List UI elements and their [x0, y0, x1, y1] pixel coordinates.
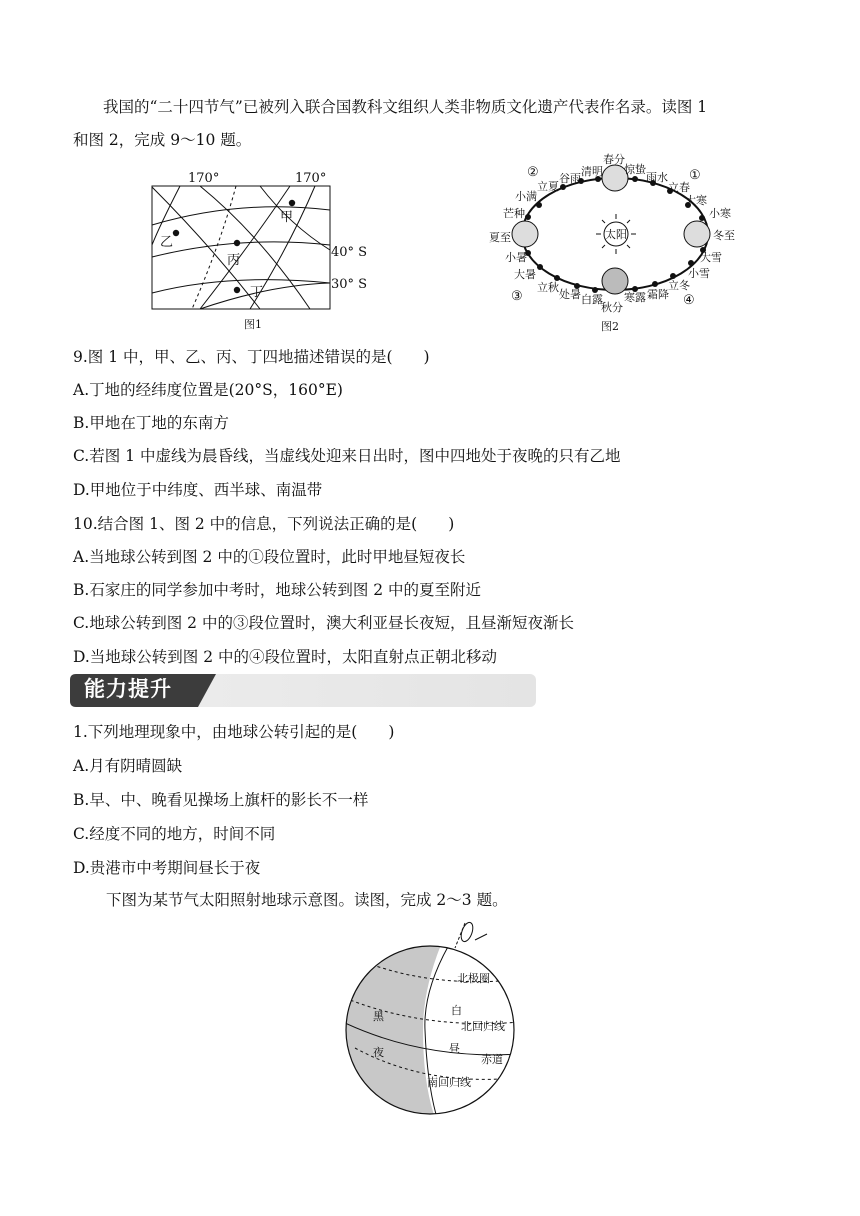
intro-2: 下图为某节气太阳照射地球示意图。读图，完成 2～3 题。	[106, 891, 508, 909]
q1-option-a[interactable]: A.月有阴晴圆缺	[73, 757, 183, 775]
q9-stem: 9.图 1 中，甲、乙、丙、丁四地描述错误的是( )	[73, 348, 430, 366]
quadrant-1: ①	[689, 168, 701, 183]
intro-line-2: 和图 2，完成 9～10 题。	[73, 131, 252, 149]
term-xiaohan: 小寒	[709, 207, 731, 220]
term-xiaoman: 小满	[515, 190, 537, 203]
figure-1-caption: 图1	[244, 318, 262, 331]
point-ding	[234, 287, 240, 293]
quadrant-3: ③	[511, 289, 523, 304]
point-bing-label: 丙	[227, 253, 241, 268]
q9-option-a[interactable]: A.丁地的经纬度位置是(20°S，160°E)	[73, 381, 343, 399]
point-ding-label: 丁	[250, 285, 264, 300]
q1-option-b[interactable]: B.早、中、晚看见操场上旗杆的影长不一样	[73, 791, 369, 809]
term-dongzhi: 冬至	[713, 229, 735, 242]
term-xiaoxue: 小雪	[688, 267, 710, 280]
figure-2-orbit	[489, 150, 745, 335]
point-jia	[289, 200, 295, 206]
q9-option-c[interactable]: C.若图 1 中虚线为晨昏线，当虚线处迎来日出时，图中四地处于夜晚的只有乙地	[73, 447, 621, 465]
term-bailu: 白露	[581, 293, 603, 306]
sun-label: 太阳	[605, 228, 627, 241]
earth-summer	[512, 221, 538, 247]
q10-stem: 10.结合图 1、图 2 中的信息，下列说法正确的是( )	[73, 515, 455, 533]
q1-option-c[interactable]: C.经度不同的地方，时间不同	[73, 825, 276, 843]
point-yi-label: 乙	[160, 235, 174, 250]
section-title: 能力提升	[84, 677, 172, 701]
point-yi	[173, 230, 179, 236]
term-yushui: 雨水	[646, 171, 668, 184]
term-xiazhi: 夏至	[489, 231, 511, 244]
label-day-2: 昼	[449, 1042, 460, 1055]
figure-1-grid	[140, 165, 390, 335]
q1-option-d[interactable]: D.贵港市中考期间昼长于夜	[73, 859, 261, 877]
lat-label-40s: 40° S	[331, 245, 368, 260]
term-qiufen: 秋分	[601, 301, 623, 314]
term-chushu: 处暑	[559, 288, 581, 301]
figure-3-globe	[335, 918, 525, 1118]
term-guyu: 谷雨	[559, 172, 581, 185]
quadrant-4: ④	[683, 293, 695, 308]
term-lixia: 立夏	[537, 180, 559, 193]
term-xiaoshu: 小暑	[505, 251, 527, 264]
label-day-1: 白	[451, 1004, 462, 1017]
label-arctic-circle: 北极圈	[457, 972, 490, 985]
q1-stem: 1.下列地理现象中，由地球公转引起的是( )	[73, 723, 395, 741]
label-equator: 赤道	[481, 1053, 503, 1066]
point-bing	[234, 240, 240, 246]
term-chunfen: 春分	[603, 153, 625, 166]
term-mangzhong: 芒种	[503, 207, 525, 220]
lat-label-30s: 30° S	[331, 277, 368, 292]
label-night-2: 夜	[373, 1046, 384, 1059]
q9-option-b[interactable]: B.甲地在丁地的东南方	[73, 414, 229, 432]
term-jingzhe: 惊蛰	[624, 163, 646, 176]
q10-option-c[interactable]: C.地球公转到图 2 中的③段位置时，澳大利亚昼长夜短，且昼渐短夜渐长	[73, 614, 574, 632]
label-night-1: 黑	[373, 1010, 384, 1023]
term-qingming: 清明	[581, 165, 603, 178]
term-lidong: 立冬	[668, 279, 690, 292]
lon-label-right: 170°	[295, 171, 327, 186]
q10-option-d[interactable]: D.当地球公转到图 2 中的④段位置时，太阳直射点正朝北移动	[73, 648, 498, 666]
earth-winter	[684, 221, 710, 247]
term-lichun: 立春	[668, 181, 690, 194]
point-jia-label: 甲	[280, 210, 294, 225]
term-daxue: 大雪	[700, 251, 722, 264]
q9-option-d[interactable]: D.甲地位于中纬度、西半球、南温带	[73, 481, 323, 499]
term-liqiu: 立秋	[537, 281, 559, 294]
label-tropic-capricorn: 南回归线	[427, 1076, 471, 1089]
figure-2-caption: 图2	[601, 320, 619, 333]
term-dahan: 大寒	[685, 194, 707, 207]
q10-option-a[interactable]: A.当地球公转到图 2 中的①段位置时，此时甲地昼短夜长	[73, 548, 466, 566]
intro-line-1: 我国的“二十四节气”已被列入联合国教科文组织人类非物质文化遗产代表作名录。读图 1	[103, 98, 708, 116]
term-dashu: 大暑	[514, 268, 536, 281]
quadrant-2: ②	[527, 165, 539, 180]
term-hanlu: 寒露	[624, 291, 646, 304]
term-shuangjiang: 霜降	[647, 288, 669, 301]
label-tropic-cancer: 北回归线	[461, 1020, 505, 1033]
lon-label-left: 170°	[188, 171, 220, 186]
q10-option-b[interactable]: B.石家庄的同学参加中考时，地球公转到图 2 中的夏至附近	[73, 581, 482, 599]
